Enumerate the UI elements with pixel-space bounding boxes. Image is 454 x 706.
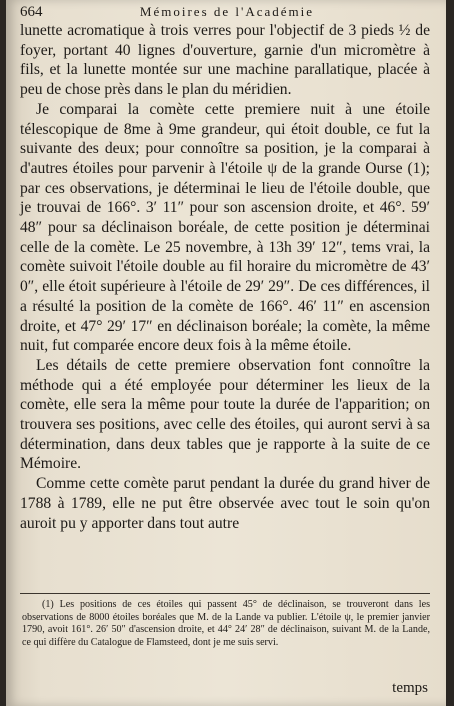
footnote-divider	[20, 593, 430, 594]
paragraph-2: Je comparai la comète cette premiere nuit à une étoile télescopique de 8me à 9me grandeur, qui étoit double, ce fut la suivante des deux; pour connoître sa position, je la comparai à d'autres étoiles pour parvenir à l'étoile ψ de la grande Ourse (1); par ces observations, je déterminai le lieu de l'étoile double, que je trouvai de 166°. 3′ 11″ pour son ascension droite, et 46°. 59′ 48″ pour sa déclinaison boréale, de cette position je déterminai celle de la comète. Le 25 novembre, à 13h 39′ 12″, tems vrai, la comète suivoit l'étoile double au fil horaire du micromètre de 43′ 0″, elle étoit supérieure à l'étoile de 29′ 29″. De ces différences, il a résulté la position de la comète de 166°. 46′ 11″ en ascension droite, et 47° 29′ 17″ en déclinaison boréale; la comète, la même nuit, fut comparée encore deux fois à la même étoile.	[20, 100, 430, 355]
paragraph-1: lunette acromatique à trois verres pour l'objectif de 3 pieds ½ de foyer, portant 40 lignes d'ouverture, garnie d'un micromètre à fils, et la lunette montée sur une machine parallatique, placée à peu de chose près dans le plan du méridien.	[20, 22, 430, 99]
running-head	[20, 4, 432, 20]
paragraph-4: Comme cette comète parut pendant la durée du grand hiver de 1788 à 1789, elle ne put être observée avec tout le soin qu'on auroit pu y apporter dans tout autre	[20, 475, 430, 532]
paragraph-3: Les détails de cette premiere observation font connoître la méthode qui a été employée pour déterminer les lieux de la comète, elle sera la même pour toute la durée de l'apparition; on trouvera ses positions, avec celle des étoiles, qui auront servi à sa détermination, dans deux tables que je rapporte à la suite de ce Mémoire.	[20, 356, 430, 473]
footnote-text: (1) Les positions de ces étoiles qui passent 45° de déclinaison, se trouveront dans les observations de 8000 étoiles boréales que M. de la Lande va publier. L'étoile ψ, le premier janvier 1790, avoit 161°. 26′ 50″ d'ascension droite, et 44° 24′ 28″ de déclinaison, suivant M. de la Lande, ce qui diffère du Catalogue de Flamsteed, dont je me suis servi.	[22, 599, 430, 648]
main-text	[20, 21, 430, 533]
catchword: temps	[392, 680, 428, 696]
running-title: Mémoires de l'Académie	[139, 4, 315, 19]
book-page	[6, 0, 446, 706]
footnote	[22, 599, 430, 649]
page-number: 664	[20, 4, 43, 20]
